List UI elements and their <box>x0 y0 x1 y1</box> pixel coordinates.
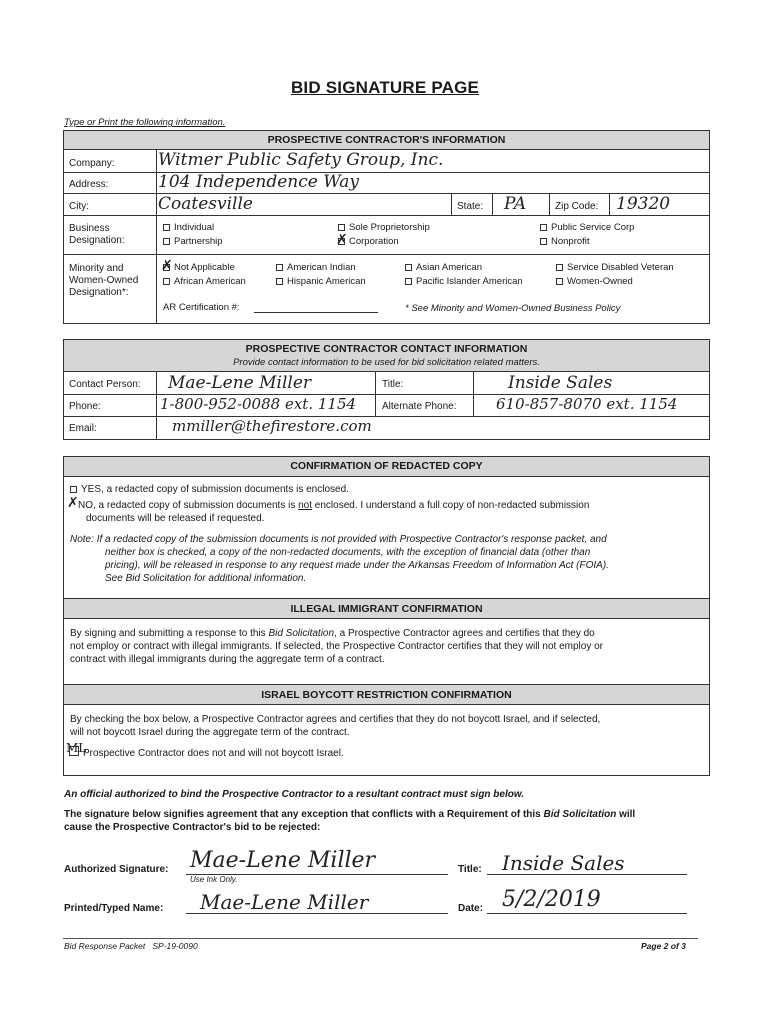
women-owned-checkbox[interactable] <box>556 278 563 285</box>
date-label: Date: <box>458 903 484 914</box>
use-ink-note: Use Ink Only. <box>190 875 238 884</box>
service-disabled-checkbox[interactable] <box>556 264 563 271</box>
contact-person-label: Contact Person: <box>69 379 141 390</box>
illegal-immigrant-header: ILLEGAL IMMIGRANT CONFIRMATION <box>64 598 709 619</box>
city-field[interactable]: Coatesville <box>158 194 253 214</box>
authorized-signature-label: Authorized Signature: <box>64 864 169 875</box>
option-american-indian[interactable]: American Indian <box>276 262 356 273</box>
address-field[interactable]: 104 Independence Way <box>158 172 359 192</box>
asian-american-checkbox[interactable] <box>405 264 412 271</box>
company-field[interactable]: Witmer Public Safety Group, Inc. <box>158 150 444 170</box>
company-label: Company: <box>69 158 115 169</box>
date-line[interactable] <box>487 912 687 914</box>
email-field[interactable]: mmiller@thefirestore.com <box>172 417 372 435</box>
ar-certification-label: AR Certification #: <box>163 302 240 313</box>
redacted-no-option[interactable]: NO, a redacted copy of submission documents is not enclosed. I understand a full copy of non-redacted submission documents will be released if requested. <box>78 500 590 524</box>
pacific-islander-checkbox[interactable] <box>405 278 412 285</box>
contact-person-field[interactable]: Mae-Lene Miller <box>168 373 312 393</box>
alternate-phone-field[interactable]: 610-857-8070 ext. 1154 <box>496 395 678 413</box>
confirmation-section <box>63 456 710 776</box>
not-applicable-check-mark: ✗ <box>161 258 173 274</box>
email-label: Email: <box>69 423 97 434</box>
option-nonprofit[interactable]: Nonprofit <box>540 236 590 247</box>
option-individual[interactable]: Individual <box>163 222 214 233</box>
signature-title-value: Inside Sales <box>502 851 625 875</box>
ar-certification-field[interactable] <box>254 301 378 313</box>
phone-label: Phone: <box>69 401 101 412</box>
contact-info-subheader: Provide contact information to be used for bid solicitation related matters. <box>233 357 540 368</box>
signature-title-label: Title: <box>458 864 482 875</box>
contact-title-label: Title: <box>382 379 404 390</box>
option-public-service-corp[interactable]: Public Service Corp <box>540 222 634 233</box>
american-indian-checkbox[interactable] <box>276 264 283 271</box>
city-label: City: <box>69 201 89 212</box>
israel-boycott-header: ISRAEL BOYCOTT RESTRICTION CONFIRMATION <box>64 684 709 705</box>
contact-info-header-block <box>64 340 709 372</box>
printed-name-label: Printed/Typed Name: <box>64 903 164 914</box>
contractor-info-header: PROSPECTIVE CONTRACTOR'S INFORMATION <box>64 131 709 150</box>
state-label: State: <box>457 201 484 212</box>
printed-name-value: Mae-Lene Miller <box>200 890 369 914</box>
hispanic-american-checkbox[interactable] <box>276 278 283 285</box>
zip-label: Zip Code: <box>555 201 599 212</box>
agreement-text: The signature below signifies agreement that any exception that conflicts with a Requirement of this Bid Solicitation will cause the Prospective Contractor's bid to be rejected: <box>64 809 636 833</box>
phone-field[interactable]: 1-800-952-0088 ext. 1154 <box>160 395 357 413</box>
option-service-disabled-veteran[interactable]: Service Disabled Veteran <box>556 262 674 273</box>
date-value: 5/2/2019 <box>502 887 601 912</box>
corporation-check-mark: ✗ <box>336 232 348 248</box>
contractor-info-section <box>63 130 710 324</box>
zip-field[interactable]: 19320 <box>616 194 671 214</box>
redacted-no-check-mark: ✗ <box>67 495 79 511</box>
footer-left: Bid Response Packet SP-19-0090 <box>64 941 198 951</box>
business-designation-label: Business Designation: <box>69 223 125 246</box>
option-women-owned[interactable]: Women-Owned <box>556 276 633 287</box>
option-pacific-islander[interactable]: Pacific Islander American <box>405 276 523 287</box>
official-note: An official authorized to bind the Prospective Contractor to a resultant contract must sign below. <box>64 789 525 800</box>
policy-note: * See Minority and Women-Owned Business Policy <box>405 303 621 314</box>
contact-info-header: PROSPECTIVE CONTRACTOR CONTACT INFORMATION <box>245 343 528 355</box>
illegal-immigrant-text: By signing and submitting a response to this Bid Solicitation, a Prospective Contractor agrees and certifies that they do not employ or contract with illegal immigrants. If selected, the Prospective Contractor certifies that they will not employ or contract with illegal immigrants during the aggregate term of a contract. <box>70 628 604 665</box>
option-hispanic-american[interactable]: Hispanic American <box>276 276 366 287</box>
redacted-header: CONFIRMATION OF REDACTED COPY <box>64 457 709 477</box>
option-not-applicable[interactable]: Not Applicable <box>163 262 235 273</box>
sole-proprietorship-checkbox[interactable] <box>338 224 345 231</box>
page-title: BID SIGNATURE PAGE <box>290 78 480 97</box>
african-american-checkbox[interactable] <box>163 278 170 285</box>
option-corporation[interactable]: Corporation <box>338 236 399 247</box>
public-service-checkbox[interactable] <box>540 224 547 231</box>
contact-info-section <box>63 339 710 440</box>
nonprofit-checkbox[interactable] <box>540 238 547 245</box>
contact-title-field[interactable]: Inside Sales <box>508 373 613 393</box>
israel-initials: ML <box>66 741 87 755</box>
option-african-american[interactable]: African American <box>163 276 246 287</box>
individual-checkbox[interactable] <box>163 224 170 231</box>
option-sole-proprietorship[interactable]: Sole Proprietorship <box>338 222 430 233</box>
footer-right: Page 2 of 3 <box>641 941 686 951</box>
option-partnership[interactable]: Partnership <box>163 236 223 247</box>
alternate-phone-label: Alternate Phone: <box>382 401 457 412</box>
israel-boycott-check-text: Prospective Contractor does not and will not boycott Israel. <box>83 748 344 759</box>
redacted-note: Note: If a redacted copy of the submission documents is not provided with Prospective Contractor's response packet, and neither box is checked, a copy of the non-redacted documents, with the exception of financial data (other than pricing), will be released in response to any request made under the Arkansas Freedom of Information Act (FOIA). See Bid Solicitation for additional information. <box>70 534 609 584</box>
minority-designation-label: Minority and Women-Owned Designation*: <box>69 263 139 298</box>
address-label: Address: <box>69 179 109 190</box>
authorized-signature-value: Mae-Lene Miller <box>190 848 376 873</box>
redacted-yes-checkbox[interactable] <box>70 486 77 493</box>
footer-divider <box>63 938 698 939</box>
instruction-text: Type or Print the following information. <box>64 117 226 128</box>
partnership-checkbox[interactable] <box>163 238 170 245</box>
israel-boycott-text: By checking the box below, a Prospective Contractor agrees and certifies that they do not boycott Israel, and if selected, will not boycott Israel during the aggregate term of the contract. <box>70 714 601 738</box>
redacted-yes-option[interactable]: YES, a redacted copy of submission documents is enclosed. <box>70 483 349 496</box>
option-asian-american[interactable]: Asian American <box>405 262 482 273</box>
state-field[interactable]: PA <box>504 194 527 214</box>
